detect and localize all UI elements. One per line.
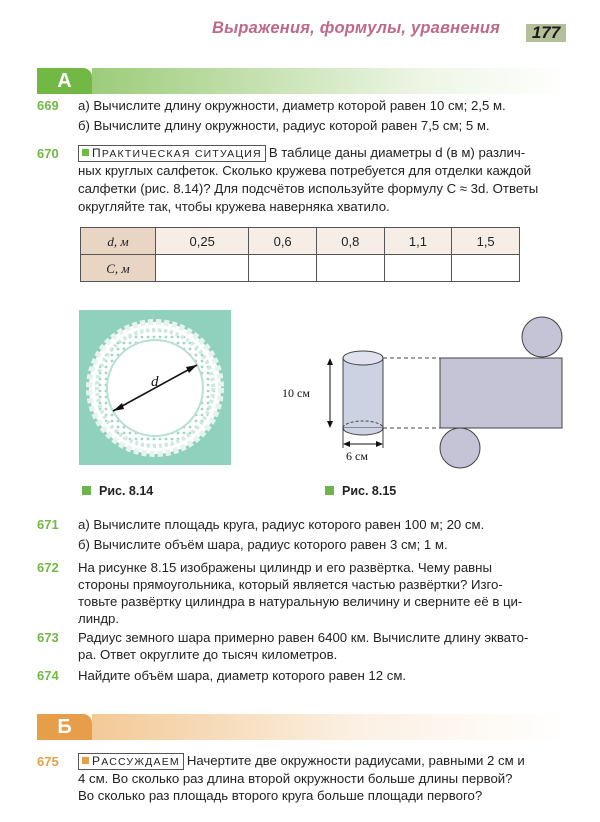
table-cell-empty: [156, 255, 249, 282]
table-cell: 0,25: [156, 228, 249, 255]
figure-8-14-doily: [79, 310, 231, 465]
section-b-bar: [37, 714, 567, 740]
problem-number-671: 671: [37, 517, 59, 532]
table-cell-empty: [316, 255, 384, 282]
problem-669-line-b: б) Вычислите длину окружности, радиус которой равен 7,5 см; 5 м.: [78, 118, 490, 133]
label-square-icon: [82, 149, 89, 156]
problem-670-line-1: ПРАКТИЧЕСКАЯ СИТУАЦИЯ В таблице даны диаметры d (в м) различ-: [78, 144, 525, 162]
problem-670-line-2: ных круглых салфеток. Сколько кружева потребуется для отделки каждой: [78, 163, 532, 178]
table-cell-empty: [452, 255, 520, 282]
figure-8-15-caption: Рис. 8.15: [325, 483, 396, 500]
problem-670-line-3: салфетки (рис. 8.14)? Для подсчётов используйте формулу C ≈ 3d. Ответы: [78, 181, 539, 196]
problem-number-670: 670: [37, 146, 59, 161]
section-a-bar: [37, 68, 567, 94]
section-a-fade: [92, 68, 567, 94]
figure-8-14-caption: Рис. 8.14: [82, 483, 153, 500]
problem-672-line-3: товьте развёртку цилиндра в натуральную величину и сверните её в ци-: [78, 594, 523, 609]
table-row: [81, 255, 520, 282]
problem-672-line-1: На рисунке 8.15 изображены цилиндр и его развёртка. Чему равны: [78, 560, 492, 575]
table-cell-empty: [384, 255, 452, 282]
table-cell: 1,1: [384, 228, 452, 255]
problem-673-line-1: Радиус земного шара примерно равен 6400 км. Вычислите длину эквато-: [78, 630, 529, 645]
problem-number-674: 674: [37, 668, 59, 683]
table-cell: 0,6: [249, 228, 317, 255]
problem-672-line-4: линдр.: [78, 611, 120, 626]
problem-673-line-2: ра. Ответ округлите до тысяч километров.: [78, 647, 338, 662]
problem-669-line-a: а) Вычислите длину окружности, диаметр которой равен 10 см; 2,5 м.: [78, 98, 506, 113]
table-header-d: d, м: [81, 228, 156, 255]
problem-674-line-1: Найдите объём шара, диаметр которого равен 12 см.: [78, 668, 407, 683]
running-header-title: Выражения, формулы, уравнения: [212, 19, 501, 37]
problem-number-672: 672: [37, 560, 59, 575]
caption-square-icon: [82, 486, 91, 495]
problem-672-line-2: стороны прямоугольника, который является частью развёртки? Изго-: [78, 577, 503, 592]
problem-675-line-1: РАССУЖДАЕМ Начертите две окружности радиусами, равными 2 см и: [78, 752, 525, 770]
diameter-label: d: [151, 374, 159, 390]
section-b-tab: Б: [37, 714, 92, 740]
problem-671-line-b: б) Вычислите объём шара, радиус которого равен 3 см; 1 м.: [78, 537, 448, 552]
table-cell: 1,5: [452, 228, 520, 255]
height-label: 10 см: [282, 386, 310, 400]
caption-square-icon: [325, 486, 334, 495]
problem-670-line-4: округляйте так, чтобы кружева наверняка хватило.: [78, 199, 390, 214]
table-cell-empty: [249, 255, 317, 282]
diameter-table: [80, 227, 520, 282]
problem-675-line-2: 4 см. Во сколько раз длина второй окружности больше длины первой?: [78, 771, 513, 786]
figure-8-15-cylinder: [280, 310, 570, 472]
width-label: 6 см: [346, 449, 368, 463]
problem-number-675: 675: [37, 754, 59, 769]
problem-number-669: 669: [37, 98, 59, 113]
problem-671-line-a: а) Вычислите площадь круга, радиус которого равен 100 м; 20 см.: [78, 517, 485, 532]
problem-number-673: 673: [37, 630, 59, 645]
table-header-c: C, м: [81, 255, 156, 282]
table-cell: 0,8: [316, 228, 384, 255]
section-a-tab: А: [37, 68, 92, 94]
practical-situation-label: ПРАКТИЧЕСКАЯ СИТУАЦИЯ: [78, 145, 266, 162]
reasoning-label: РАССУЖДАЕМ: [78, 753, 184, 770]
table-row: [81, 228, 520, 255]
problem-675-line-3: Во сколько раз площадь второго круга больше площади первого?: [78, 788, 483, 803]
section-b-fade: [92, 714, 567, 740]
page-number: 177: [526, 24, 566, 42]
label-square-icon: [82, 757, 89, 764]
